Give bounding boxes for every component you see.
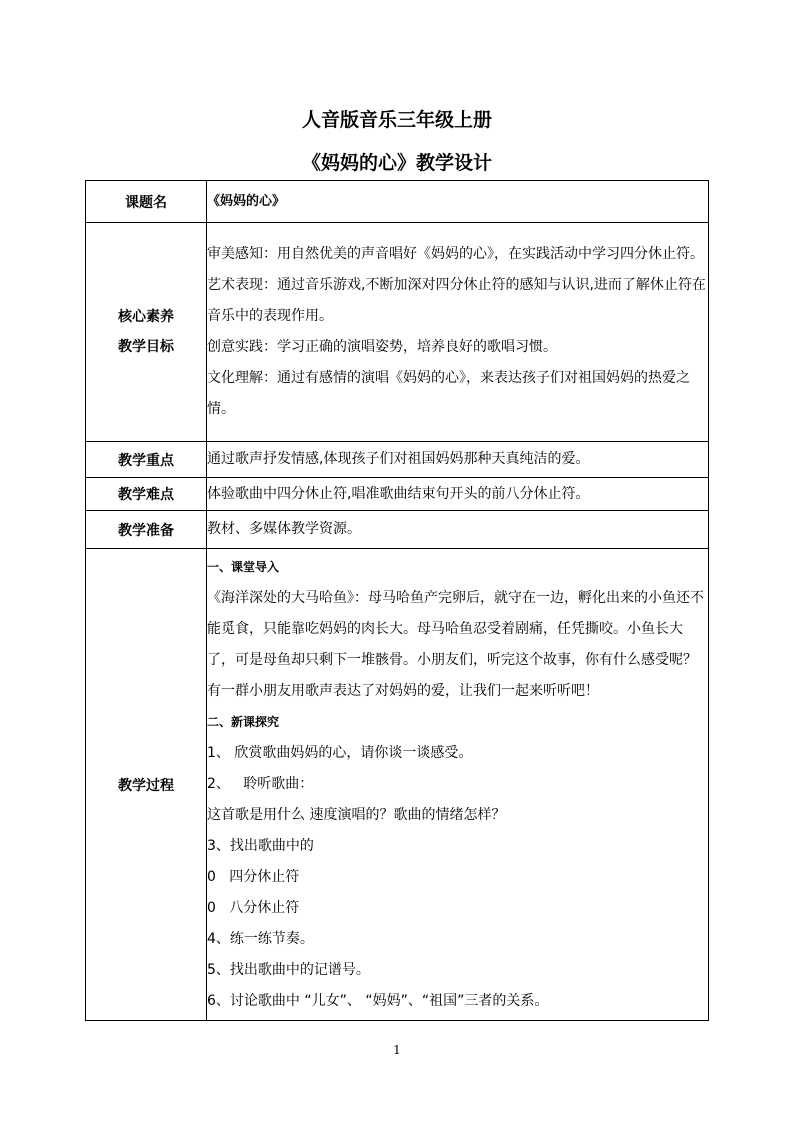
section-heading: 一、课堂导入 — [207, 560, 280, 574]
process-step: 0 八分休止符 — [207, 900, 300, 916]
page-number: 1 — [393, 1043, 401, 1057]
process-step: 1、 欣赏歌曲妈妈的心，请你谈一谈感受。 — [207, 745, 473, 761]
goal-item: 审美感知：用自然优美的声音唱好《妈妈的心》，在实践活动中学习四分休止符。 — [207, 246, 704, 262]
document-title-line2: 《妈妈的心》教学设计 — [301, 152, 492, 174]
table-row-topic — [86, 181, 709, 223]
goal-item: 创意实践：学习正确的演唱姿势，培养良好的歌唱习惯。 — [207, 339, 557, 355]
document-title-line1: 人音版音乐三年级上册 — [301, 109, 492, 131]
key-points-value: 通过歌声抒发情感,体现孩子们对祖国妈妈那种天真纯洁的爱。 — [207, 442, 709, 478]
topic-value: 《妈妈的心》 — [207, 181, 709, 223]
process-step: 6、讨论歌曲中 “儿女”、 “妈妈”、“祖国”三者的关系。 — [207, 993, 549, 1009]
goal-item: 艺术表现：通过音乐游戏,不断加深对四分休止符的感知与认识,进而了解休止符在音乐中的表现作用。 — [207, 277, 706, 324]
process-step: 4、练一练节奏。 — [207, 931, 314, 947]
process-step: 5、找出歌曲中的记谱号。 — [207, 962, 370, 978]
table-row-process — [86, 549, 709, 1021]
preparation-label: 教学准备 — [86, 511, 207, 549]
table-row-difficulties — [86, 478, 709, 511]
process-content — [207, 549, 709, 1021]
goals-content — [207, 223, 709, 442]
topic-label: 课题名 — [86, 181, 207, 223]
difficulties-label: 教学难点 — [86, 478, 207, 511]
process-step: 0 四分休止符 — [207, 869, 300, 885]
goal-item: 文化理解：通过有感情的演唱《妈妈的心》，来表达孩子们对祖国妈妈的热爱之情。 — [207, 370, 690, 417]
goals-label-line2: 教学目标 — [118, 339, 174, 355]
process-step: 2、 聆听歌曲： — [207, 776, 314, 792]
table-row-goals — [86, 223, 709, 442]
table-row-preparation — [86, 511, 709, 549]
section-heading: 二、新课探究 — [207, 715, 280, 729]
difficulties-value: 体验歌曲中四分休止符,唱准歌曲结束句开头的前八分休止符。 — [207, 478, 709, 511]
table-row-key-points — [86, 442, 709, 478]
goals-label — [86, 223, 207, 442]
intro-story-text: 《海洋深处的大马哈鱼》：母马哈鱼产完卵后，就守在一边，孵化出来的小鱼还不能觅食，只能靠吃妈妈的肉长大。母马哈鱼忍受着剧痛，任凭撕咬。小鱼长大了，可是母鱼却只剩下一堆骸骨。小朋友们，听完这个故事，你有什么感受呢？有一群小朋友用歌声表达了对妈妈的爱，让我们一起来听听吧！ — [207, 590, 704, 699]
key-points-label: 教学重点 — [86, 442, 207, 478]
process-step: 这首歌是用什么 速度演唱的？歌曲的情绪怎样？ — [207, 807, 506, 823]
process-step: 3、找出歌曲中的 — [207, 838, 314, 854]
goals-label-line1: 核心素养 — [118, 309, 174, 325]
process-label: 教学过程 — [86, 549, 207, 1021]
preparation-value: 教材、多媒体教学资源。 — [207, 511, 709, 549]
lesson-plan-table — [85, 180, 709, 1021]
